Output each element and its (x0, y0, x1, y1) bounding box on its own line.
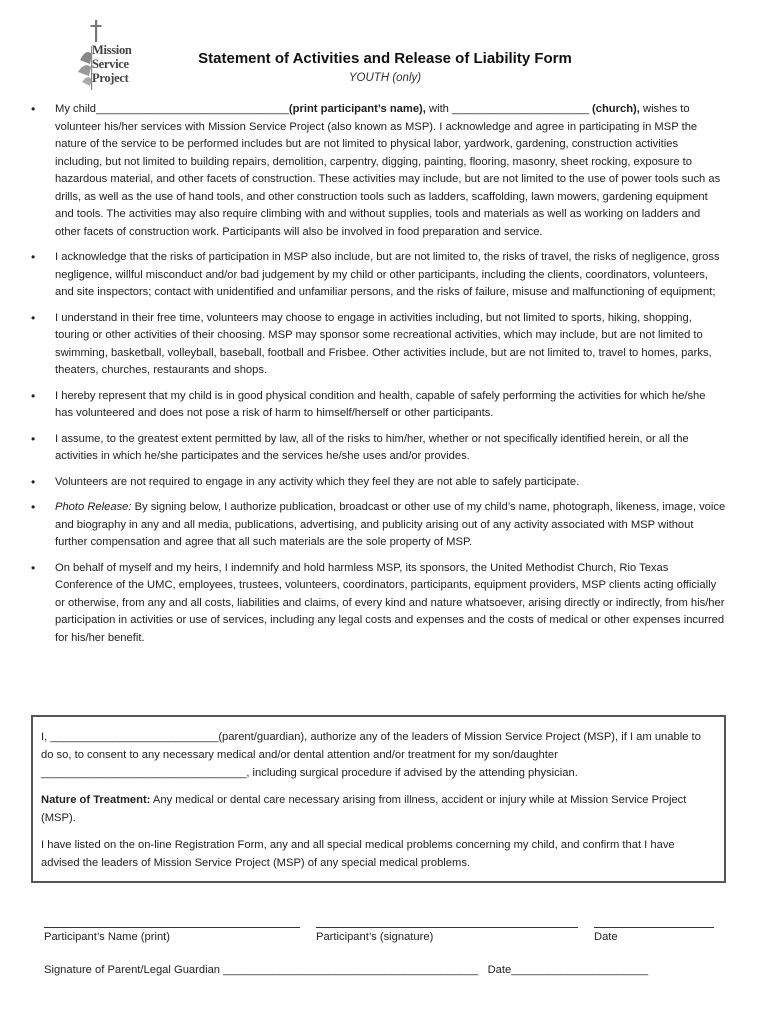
medical-authorization-box (31, 715, 726, 883)
participant-name-blank[interactable]: _______________________________ (96, 103, 289, 115)
logo-text-service: Service (92, 57, 129, 71)
clause-free-time: • I understand in their free time, volunteers may choose to engage in activities including, but not limited to sports, hiking, shopping, touring or other activities of their choosing. MSP may sponsor some recreational activities, which may include, but are not limited to swimming, basketball, volleyball, baseball, football and Frisbee. Other activities include, but are not limited to, travel to homes, parks, theaters, churches, restaurants and shops. (0, 310, 770, 380)
church-blank[interactable]: ______________________ (452, 103, 589, 115)
authorization-paragraph: I, ___________________________(parent/guardian), authorize any of the leaders of Mission Service Project (MSP), if I am unable to do so, to consent to any necessary medical and/or dental attention and/or treatment for my son/daughter _________________________________, including surgical procedure if advised by the attending physician. (41, 731, 701, 779)
medical-problems-paragraph: I have listed on the on-line Registration Form, any and all special medical problems concerning my child, and confirm that I have advised the leaders of Mission Service Project (MSP) of any special medical problems. (41, 839, 675, 869)
participant-signature-line[interactable] (316, 927, 578, 928)
guardian-date-line[interactable]: ______________________ (511, 964, 649, 976)
date-line[interactable] (594, 927, 714, 928)
guardian-signature-line[interactable]: _________________________________________ (223, 964, 479, 976)
participant-name-line[interactable] (44, 927, 300, 928)
clause-1-text-d: (church), (588, 103, 640, 115)
photo-release-text: By signing below, I authorize publication, broadcast or other use of my child’s name, photograph, likeness, image, voice and biography in any and all media, publications, advertising, and publicity arising out of any activity associated with MSP without further compensation and agree that all such materials are the sole property of MSP. (55, 501, 726, 548)
nature-of-treatment (41, 791, 716, 827)
clause-1-text-e: wishes to volunteer his/her services with Mission Service Project (also known as MSP). I acknowledge and agree in participating in MSP the nature of the service to be performed includes but are not limited to physical labor, yardwork, gardening, construction activities including, but not limited to building repairs, demolition, carpentry, digging, painting, flooring, masonry, sheet rocking, exposure to hazardous material, and other facets of construction. These activities may include, but are not limited to the use of power tools such as drills, as well as the use of hand tools, and other construction tools such as ladders, scaffolding, lawn mowers, gardening equipment and tools. The activities may also require climbing with and without supplies, tools and materials as well as working on ladders and other facets of construction work. Participants will also be involved in food preparation and service. (55, 103, 721, 238)
guardian-date-label: Date (487, 964, 512, 976)
clause-health: • I hereby represent that my child is in good physical condition and health, capable of safely performing the activities for which he/she has volunteered and does not pose a risk of harm to himself/herself or other participants. (0, 388, 770, 423)
clause-risks: • I acknowledge that the risks of participation in MSP also include, but are not limited to, the risks of travel, the risks of negligence, gross negligence, willful misconduct and/or bad judgement by my child or other participants, including the clients, coordinators, volunteers, and site inspectors; contact with unidentified and unfamiliar persons, and the risks of failure, misuse and malfunctioning of equipment; (0, 249, 770, 302)
date-label: Date (594, 931, 618, 943)
clause-list (0, 101, 770, 655)
clause-assume-risk: • I assume, to the greatest extent permitted by law, all of the risks to him/her, whether or not specifically identified herein, or all the activities in which he/she participates and the services he/she uses and/or provides. (0, 431, 770, 466)
form-title: Statement of Activities and Release of Liability Form (198, 50, 572, 67)
clause-participation (0, 101, 770, 241)
guardian-label: Signature of Parent/Legal Guardian (44, 964, 221, 976)
nature-label: Nature of Treatment: (41, 794, 151, 806)
clause-indemnify: • On behalf of myself and my heirs, I indemnify and hold harmless MSP, its sponsors, the United Methodist Church, Rio Texas Conference of the UMC, employees, trustees, volunteers, coordinators, participants, equipment providers, MSP clients acting officially or otherwise, from any and all costs, liabilities and claims, of every kind and nature whatsoever, arising directly or indirectly, from his/her participation in activities or use of services, including any legal costs and expenses and the costs of medical or other expenses incurred for his/her benefit. (0, 560, 770, 648)
photo-release-label: Photo Release: (55, 501, 132, 513)
clause-1-text-a: My child (55, 103, 97, 115)
form-subtitle: YOUTH (only) (348, 72, 422, 84)
clause-1-text-b: (print participant’s name), (288, 103, 426, 115)
nature-text: Any medical or dental care necessary arising from illness, accident or injury while at Mission Service Project (MSP). (41, 794, 687, 824)
clause-photo-release (0, 499, 770, 552)
logo-text-project: Project (92, 71, 129, 85)
participant-signature-label: Participant’s (signature) (316, 931, 434, 943)
logo-text-mission: Mission (92, 43, 132, 57)
participant-name-label: Participant’s Name (print) (44, 931, 171, 943)
clause-1-text-c: with (425, 103, 453, 115)
clause-voluntary: • Volunteers are not required to engage in any activity which they feel they are not able to safely participate. (0, 474, 770, 492)
guardian-signature-row (44, 964, 648, 976)
